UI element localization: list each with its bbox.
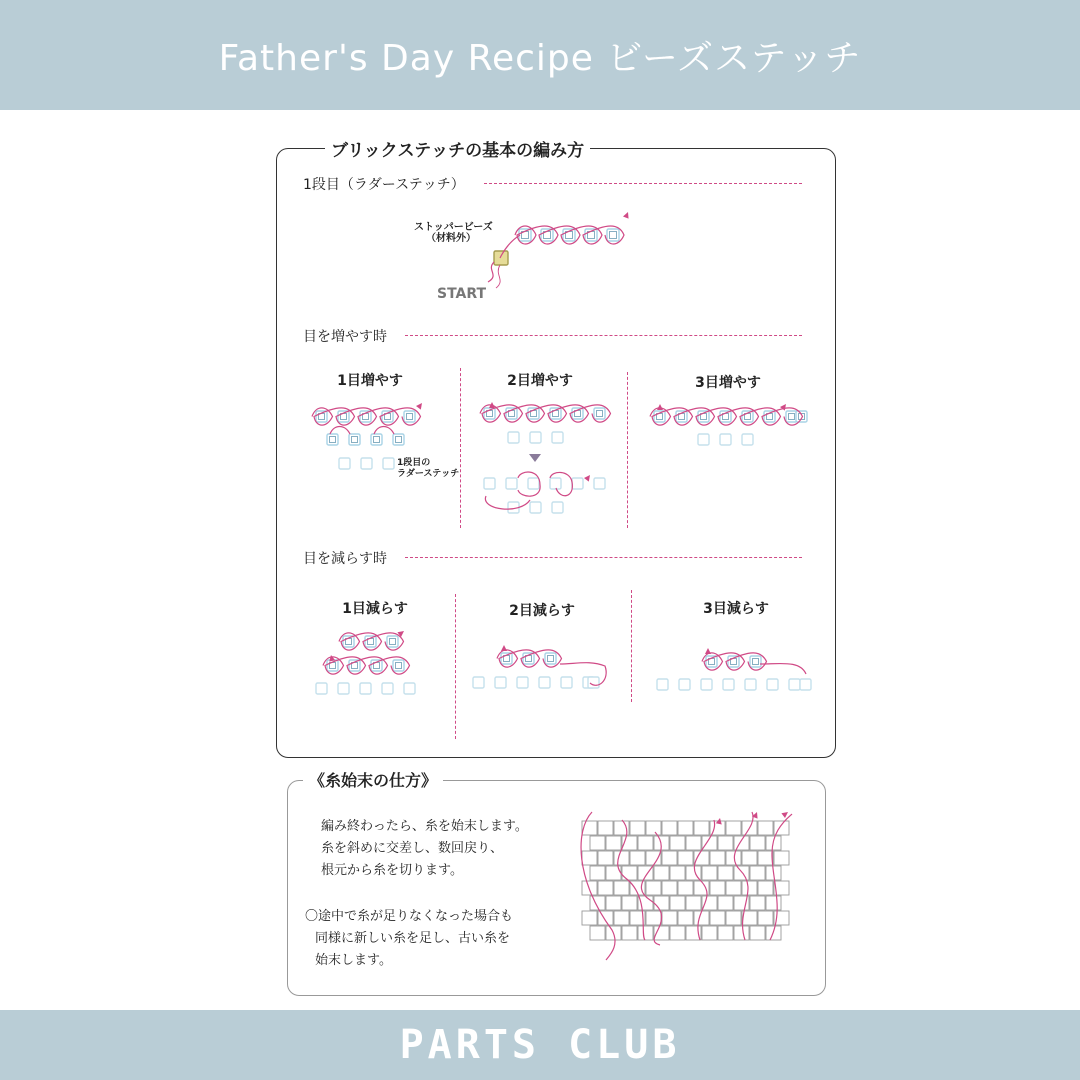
brick-bead-icon (670, 866, 685, 880)
bead-icon (484, 478, 495, 489)
brick-bead-icon (702, 896, 717, 910)
brick-bead-icon (710, 911, 725, 925)
brick-bead-icon (638, 896, 653, 910)
row1-label: 1段目（ラダーステッチ） (303, 174, 469, 194)
brick-bead-icon (694, 851, 709, 865)
bead-icon (371, 434, 382, 445)
bead-icon (387, 636, 398, 647)
bead-icon (383, 458, 394, 469)
bead-icon (552, 502, 563, 513)
decrease-1-title: 1目減らす (342, 601, 408, 617)
bead-layer (316, 229, 811, 940)
bead-icon (404, 683, 415, 694)
brick-bead-icon (662, 911, 677, 925)
brick-bead-icon (718, 896, 733, 910)
brick-bead-icon (718, 836, 733, 850)
brick-bead-icon (582, 851, 597, 865)
brick-bead-icon (718, 926, 733, 940)
brick-bead-icon (734, 836, 749, 850)
brick-bead-icon (646, 881, 661, 895)
brick-stitch-title: ブリックステッチの基本の編み方 (325, 136, 590, 161)
brick-bead-icon (590, 836, 605, 850)
brick-bead-icon (622, 926, 637, 940)
increase-3-title: 3目増やす (695, 375, 761, 391)
brick-bead-icon (582, 881, 597, 895)
brick-bead-icon (726, 911, 741, 925)
bead-icon (594, 478, 605, 489)
bead-icon (338, 683, 349, 694)
thread-arrow-icon (705, 648, 711, 654)
bead-icon (745, 679, 756, 690)
brick-bead-icon (702, 926, 717, 940)
finishing-instructions: 編み終わったら、糸を始末します。 糸を斜めに交差し、数回戻り、 根元から糸を切ります。 (321, 819, 528, 878)
brick-bead-icon (646, 851, 661, 865)
bead-icon (657, 679, 668, 690)
brick-bead-icon (750, 866, 765, 880)
brick-bead-icon (614, 881, 629, 895)
bead-icon (594, 408, 605, 419)
brick-bead-icon (734, 866, 749, 880)
thread-line (496, 265, 500, 288)
bead-icon (528, 478, 539, 489)
bead-icon (572, 478, 583, 489)
bead-icon (473, 677, 484, 688)
bead-icon (508, 432, 519, 443)
decrease-3-title: 3目減らす (703, 601, 769, 617)
brick-bead-icon (766, 896, 781, 910)
brick-bead-icon (718, 866, 733, 880)
brick-bead-icon (750, 836, 765, 850)
finishing-title: 《糸始末の仕方》 (303, 768, 443, 791)
thread-line (760, 663, 806, 674)
decrease-label: 目を減らす時 (303, 548, 391, 568)
bead-icon (720, 434, 731, 445)
thread-arrow-icon (501, 645, 507, 651)
brick-bead-icon (702, 866, 717, 880)
brick-bead-icon (678, 881, 693, 895)
brick-bead-icon (654, 896, 669, 910)
brick-bead-icon (662, 851, 677, 865)
thread-arrow-icon (657, 404, 663, 410)
start-label: START (437, 286, 487, 302)
brick-bead-icon (678, 851, 693, 865)
finishing-note: 〇途中で糸が足りなくなった場合も 同様に新しい糸を足し、古い糸を 始末します。 (305, 909, 514, 968)
bead-icon (506, 478, 517, 489)
bead-icon (679, 679, 690, 690)
increase-label: 目を増やす時 (303, 326, 391, 346)
brick-bead-icon (710, 881, 725, 895)
decrease-2-title: 2目減らす (509, 603, 575, 619)
brick-bead-icon (710, 851, 725, 865)
brick-bead-icon (590, 926, 605, 940)
brick-bead-icon (654, 866, 669, 880)
brick-bead-icon (590, 866, 605, 880)
bead-icon (742, 434, 753, 445)
bead-icon (349, 434, 360, 445)
ladder-stitch-note: 1段目の ラダーステッチ (397, 458, 460, 479)
brick-bead-icon (662, 821, 677, 835)
brick-bead-icon (726, 881, 741, 895)
bead-icon (701, 679, 712, 690)
brick-bead-icon (630, 851, 645, 865)
bead-icon (517, 677, 528, 688)
brick-bead-icon (726, 851, 741, 865)
brick-bead-icon (646, 911, 661, 925)
brick-bead-icon (750, 926, 765, 940)
brick-bead-icon (758, 911, 773, 925)
bead-icon (723, 679, 734, 690)
bead-icon (404, 411, 415, 422)
bead-icon (552, 432, 563, 443)
brick-bead-icon (662, 881, 677, 895)
thread-arrow-icon (416, 403, 422, 410)
bead-icon (561, 677, 572, 688)
bead-icon (539, 677, 550, 688)
bead-icon (550, 478, 561, 489)
brick-bead-icon (638, 836, 653, 850)
down-arrow-icon (529, 454, 541, 462)
brick-bead-icon (622, 896, 637, 910)
brick-bead-icon (734, 926, 749, 940)
brand-logo-text: PARTS CLUB (399, 1022, 681, 1068)
bead-icon (382, 683, 393, 694)
bead-icon (796, 411, 807, 422)
bead-icon (327, 434, 338, 445)
stopper-bead-label: ストッパービーズ （材料外） (414, 222, 493, 244)
bead-icon (800, 679, 811, 690)
brick-bead-icon (630, 821, 645, 835)
brick-bead-icon (686, 836, 701, 850)
bead-icon (530, 502, 541, 513)
brick-bead-icon (750, 896, 765, 910)
brick-bead-icon (598, 851, 613, 865)
bead-icon (698, 434, 709, 445)
thread-arrow-icon (781, 812, 788, 818)
thread-arrow-icon (397, 631, 404, 637)
bead-icon (767, 679, 778, 690)
brick-bead-icon (598, 881, 613, 895)
brick-bead-icon (726, 821, 741, 835)
brick-bead-icon (606, 836, 621, 850)
brick-bead-icon (606, 896, 621, 910)
bead-icon (495, 677, 506, 688)
brick-bead-icon (670, 836, 685, 850)
bead-icon (607, 229, 619, 241)
bead-icon (339, 458, 350, 469)
increase-2-title: 2目増やす (507, 373, 573, 389)
brick-bead-icon (670, 896, 685, 910)
brick-bead-icon (670, 926, 685, 940)
thread-line (480, 405, 611, 422)
brick-bead-icon (694, 821, 709, 835)
page-title: Father's Day Recipe ビーズステッチ (218, 37, 862, 79)
bead-icon (789, 679, 800, 690)
bead-icon (393, 434, 404, 445)
thread-line (330, 427, 394, 435)
bead-icon (360, 683, 371, 694)
bead-icon (545, 653, 556, 664)
brick-bead-icon (678, 821, 693, 835)
bead-icon (316, 683, 327, 694)
bead-icon (750, 656, 761, 667)
brick-bead-icon (582, 911, 597, 925)
thread-line (488, 262, 494, 282)
brick-bead-icon (742, 881, 757, 895)
brick-bead-icon (582, 821, 597, 835)
brick-bead-icon (638, 926, 653, 940)
brick-bead-icon (614, 911, 629, 925)
bead-icon (588, 677, 599, 688)
brick-bead-icon (646, 821, 661, 835)
brick-bead-icon (598, 821, 613, 835)
thread-arrow-icon (623, 212, 629, 219)
brick-bead-icon (758, 851, 773, 865)
brick-bead-icon (614, 851, 629, 865)
increase-1-title: 1目増やす (337, 373, 403, 389)
brick-bead-icon (742, 851, 757, 865)
brick-bead-icon (774, 851, 789, 865)
bead-icon (393, 660, 404, 671)
brick-bead-icon (686, 896, 701, 910)
bead-icon (530, 432, 541, 443)
brick-bead-icon (758, 881, 773, 895)
brick-bead-icon (758, 821, 773, 835)
thread-arrow-icon (584, 475, 590, 482)
bead-icon (494, 251, 508, 265)
bead-icon (361, 458, 372, 469)
brick-bead-icon (678, 911, 693, 925)
brick-bead-icon (622, 866, 637, 880)
